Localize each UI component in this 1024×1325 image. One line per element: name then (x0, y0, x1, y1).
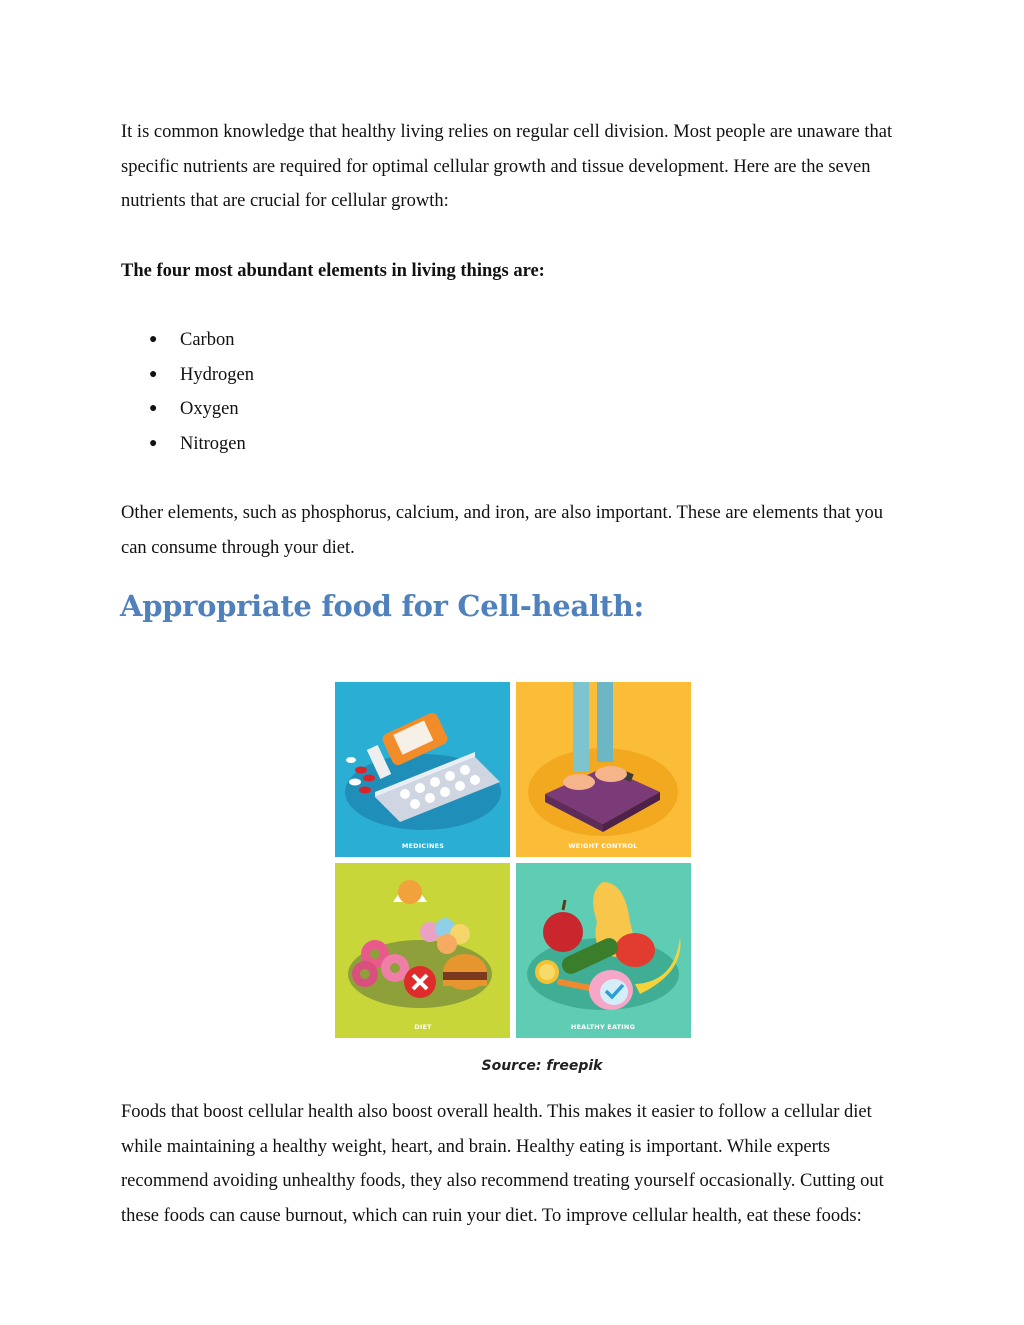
list-item: ● Hydrogen (121, 358, 254, 393)
list-item: ● Carbon (121, 323, 254, 358)
health-illustration (335, 682, 691, 1038)
elements-list (121, 323, 254, 462)
list-item: ● Oxygen (121, 392, 254, 427)
tile-label: MEDICINES (401, 842, 445, 850)
elements-heading: The four most abundant elements in living things are: (121, 261, 545, 281)
diet-tile (335, 863, 510, 1038)
closing-paragraph: Foods that boost cellular health also boost overall health. This makes it easier to follow a cellular diet while maintaining a healthy weight, heart, and brain. Healthy eating is important. While experts recommend avoiding unhealthy foods, they also recommend treating yourself occasionally. Cutting out these foods can cause burnout, which can ruin your diet. To improve cellular health, eat these foods: (121, 1102, 884, 1227)
figure-caption: Source: freepik (481, 1058, 603, 1074)
weight-control-tile (516, 682, 691, 857)
medicines-tile (335, 682, 510, 857)
bullet-icon: ● (149, 366, 158, 382)
bullet-icon: ● (149, 436, 158, 452)
intro-paragraph: It is common knowledge that healthy living relies on regular cell division. Most people are unaware that specific nutrients are required for optimal cellular growth and tissue development. Here are the seven nutrients that are crucial for cellular growth: (121, 122, 893, 212)
tile-label: HEALTHY EATING (570, 1023, 636, 1031)
bullet-icon: ● (149, 401, 158, 417)
bullet-icon: ● (149, 332, 158, 347)
list-item: ● Nitrogen (121, 427, 254, 462)
tile-label: DIET (414, 1023, 432, 1031)
tile-label: WEIGHT CONTROL (568, 842, 638, 850)
other-elements-paragraph: Other elements, such as phosphorus, calcium, and iron, are also important. These are elements that you can consume through your diet. (121, 503, 884, 558)
healthy-eating-tile (516, 863, 691, 1038)
section-title: Appropriate food for Cell-health: (120, 589, 644, 623)
